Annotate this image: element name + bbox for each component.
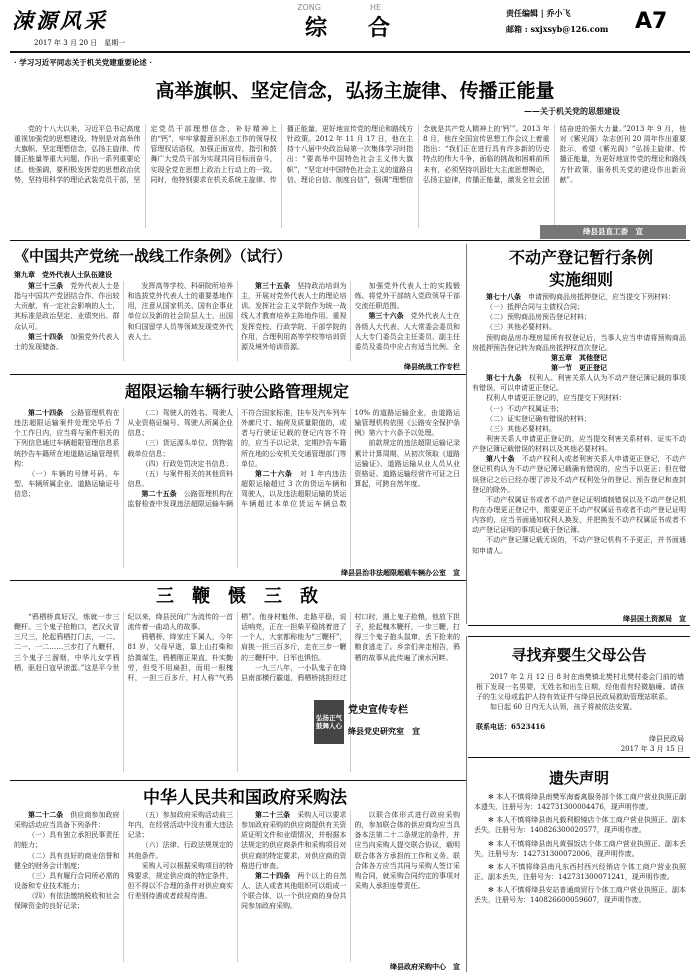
divider-1 (10, 240, 690, 241)
paragraph: 第二十二条 供应商参加政府采购活动应当具备下列条件： (14, 810, 120, 830)
paragraph: （四）行政处罚决定书信息； (141, 459, 233, 468)
paragraph: 不动产登记簿记载无误的，不动产登记机构不予更正，并书面通知申请人。 (472, 536, 686, 555)
divider-4 (10, 780, 466, 781)
lost-title: 遗失声明 (548, 769, 609, 787)
paragraph: （一）车辆的号牌号码、车型、车辆所属企业、道路运输证号信息； (14, 469, 120, 499)
paragraph: 第二十五条 公路管理机构在监督检查中发现违法超限运输车辆不符合国家标准，挂车及汽车列车外廓尺寸、轴荷及质量限值的，或者与行驶证记载的登记内容不符的，应当予以记录，定期抄告车籍所在地的公安机关交通管理部门等单位。 (127, 409, 347, 509)
overload-signature: 绛县县治非法超限超载车辆办公室 宣 (341, 568, 460, 577)
paragraph: （二）具有良好的商业信誉和健全的财务会计制度； (14, 851, 120, 870)
three-whips-column-label: 党史宣传专栏 (348, 705, 408, 716)
paragraph: 第三十六条 党外代表人士在各级人大代表、人大常委会委员和人大专门委员会主任委员、副主任委员及委员中应占有适当比例。全 (354, 311, 460, 351)
paragraph: 如日起 60 日内无人认领，孩子将被依法安置。 (490, 703, 637, 712)
paragraph: （三）其他必要材料。 (486, 424, 556, 433)
paragraph: 第二十四条 公路管理机构在违法超限运输案件处理完毕后 7 个工作日内，应当将与案件相关的下列信息通过车辆超限管理信息系统抄告车籍所在地道路运输管理机构： (14, 408, 120, 468)
paragraph: （五）与案件相关的其他资料信息。 (127, 469, 233, 488)
paragraph: （二）证实登记确有错误的材料； (486, 414, 591, 423)
paragraph: （五）参加政府采购活动前三年内，在经营活动中没有重大违法记录； (127, 811, 233, 840)
paragraph: 采购人可以根据采购项目的特殊要求，规定供应商的特定条件，但不得以不合理的条件对供应商实行差别待遇或者歧视待遇。 (127, 861, 233, 901)
abandoned-date: 2017 年 3 月 15 日 (620, 745, 684, 753)
overload-body (14, 408, 460, 568)
lead-signature: 绛县县直工委 宣 (540, 225, 686, 239)
three-whips-title: 三 鞭 慑 三 敌 (156, 586, 318, 607)
abandoned-signature: 绛县民政局 (649, 735, 684, 743)
paragraph: （二）驾驶人的姓名、驾驶人从业资格证编号、驾驶人所属企业信息； (127, 409, 233, 438)
paragraph: “鸦栖桥真好汉，炼就一步三鞭杆。三个鬼子抢粮口，老汉火冒三尺三，抡起鸦栖打门去，一二、二一、一二……三步打了九鞭杆，三个鬼子三溜烟，中华儿女学鸦栖，驱赶日寇早滚蛋。”这是平今世纪以来，绛县民间广为流传的一首流传着一曲动人的故事。 (14, 613, 233, 672)
page-number: A7 (635, 9, 668, 34)
paragraph: 发挥高等学校、科研院所培养和选拔党外代表人士的重要基地作用，注意从国家机关、国有企事业单位以及新的社会阶层人士、出国和归国留学人员等领域发现党外代表人士。 (127, 282, 233, 341)
paragraph: （三）具有履行合同所必需的设备和专业技术能力； (14, 871, 120, 890)
lead-title: 高举旗帜、坚定信念，弘扬主旋律、传播正能量 (155, 80, 555, 102)
masthead-logo: 涑源风采 (12, 8, 108, 33)
paragraph: （六）法律、行政法规规定的其他条件。 (127, 841, 233, 860)
paragraph: 利害关系人申请更正登记的，应当提交利害关系材料、证实不动产登记簿记载错误的材料以及其他必要材料。 (472, 434, 686, 454)
paragraph: 第二十四条 两个以上的自然人、法人或者其他组织可以组成一个联合体，以一个供应商的身份共同参加政府采购。 (241, 870, 347, 911)
real-estate-signature: 绛县国土资源局 宣 (623, 614, 686, 623)
real-estate-title-1: 不动产登记暂行条例 (508, 248, 653, 267)
paragraph: 鸦栖桥，绛家庄下属人，今年 81 岁，父母早逝，靠上山打柴和拾粪谋生，鸦栖刚正果直，朴实勤劳，但受不用扁担，而用一根槐杆，一担三百多斤，村人称“气鸦栖”。他身材魁伟、走路平稳，说话响亮，正在一担柴平稳挑着进了一个人，大家都称他为“三鞭杆”，肩挑一担三百多斤，走在三步一鞭的三鞭杆中，日军也惧怕。 (127, 613, 347, 682)
paragraph: 预购商品房办理房屋所有权登记后，当事人应当申请将预购商品房抵押预告登记转为商品房抵押权首次登记。 (472, 333, 686, 352)
paragraph: （四）有依法缴纳税收和社会保障资金的良好记录； (14, 892, 120, 911)
paragraph: 以联合体形式进行政府采购的，参加联合体的供应商均应当具备本法第二十二条规定的条件，并应当向采购人提交联合协议，载明联合体各方承担的工作和义务。联合体各方应当共同与采购人签订采购合同，就采购合同约定的事项对采购人承担连带责任。 (354, 811, 460, 890)
lost-item: ✻ 本人不慎将绛县南凡毅利眼镜店个体工商户营业执照正、副本丢失，注册号为：140826300020577，现声明作废。 (474, 816, 686, 835)
three-whips-signature: 绛县党史研究室 宣 (348, 726, 420, 736)
email-line: 邮箱 : sxjxsyb@126.com (506, 24, 609, 34)
section-char-left: 综 (305, 15, 328, 41)
paragraph: （一）不动产权属证书； (486, 404, 563, 413)
real-estate-title-2: 实施细则 (548, 270, 613, 289)
paragraph: 第二十三条 采购人可以要求参加政府采购的供应商提供有关资质证明文件和业绩情况，并根据本法规定的供应商条件和采购项目对供应商的特定要求，对供应商的资格进行审查。 (241, 810, 347, 870)
paragraph: 第三十五条 坚持政治培训为主，开展对党外代表人士的理论培训。发挥社会主义学院作为统一战线人才教育培养主阵地作用。重视发挥党校、行政学院、干部学院的作用，合理利用高等学校等培训资源及境外培训资源。 (241, 281, 347, 351)
paragraph: 第三十四条 加强党外代表人士的发现储备。 (14, 331, 120, 351)
abandoned-body (476, 672, 684, 722)
abandoned-contact: 联系电话：6523416 (476, 722, 546, 731)
pinyin-right: HE (370, 3, 382, 12)
paragraph: （一）具有独立承担民事责任的能力； (14, 831, 120, 850)
united-front-body (14, 281, 460, 361)
column-label: · 学习习近平同志关于机关党建重要论述 · (14, 58, 152, 67)
divider-2 (10, 374, 466, 375)
paragraph: （二）预购商品房预告登记材料； (486, 313, 591, 322)
real-estate-body (472, 292, 686, 614)
pinyin-left: ZONG (297, 3, 321, 12)
column-divider (466, 244, 467, 624)
divider-right-2 (468, 757, 690, 758)
paragraph: （三）其他必要材料。 (486, 323, 556, 332)
section-char-right: 合 (368, 15, 391, 41)
issue-date: 2017 年 3 月 20 日 星期一 (34, 39, 126, 47)
united-front-chapter: 第九章 党外代表人士队伍建设 (14, 270, 112, 279)
procurement-title: 中华人民共和国政府采购法 (143, 788, 347, 808)
paragraph: 第八十条 不动产权利人或者利害关系人申请更正登记，不动产登记机构认为不动产登记簿记载确有错误的，应当予以更正；但在错误登记之后已经办理了涉及不动产权利处分的登记、预告登记和查封登记的除外。 (472, 454, 686, 494)
lead-subtitle: ——关于机关党的思想建设 (524, 106, 620, 116)
paragraph: 加强党外代表人士的实践锻炼。将党外干部纳入党政领导干部交流任职范围。 (354, 282, 460, 311)
paragraph: 2017 年 2 月 12 日 8 时在南樊镇北樊村北樊村委会门前的墙根下发现一名男婴，无姓名和出生日期，经他看有轻微脑瘫。请孩子的生父母或监护人持有效证件与绛县民政局救助管理站联系。 (476, 673, 684, 702)
divider-right-1 (468, 625, 690, 626)
united-front-signature: 绛县统战工作专栏 (404, 362, 460, 371)
column-divider-lower (466, 636, 467, 972)
divider-3 (10, 580, 466, 581)
lost-item: ✻ 本人不慎将绛县南樊军海畜禽服务部个体工商户营业执照正副本遗失，注册号为：142731300004476，现声明作废。 (474, 793, 686, 812)
paragraph: 一九三八年，一小队鬼子在绛县南部横行霸道，鸦栖桥挑担经过村口时，遇上鬼子抢粮，他放下担子，抡起槐木鞭杆，一步三鞭，打得三个鬼子抱头鼠窜，丢下抢来的粮食逃走了。乡亲们奔走相告，鸦栖的故事从此传遍了涑水河畔。 (241, 613, 460, 682)
paragraph: 第三十三条 党外代表人士是指与中国共产党团结合作、作出较大贡献、有一定社会影响的人士，其标准是政治坚定、业绩突出、群众认可。 (14, 281, 120, 331)
paragraph: （一）抵押合同与主债权合同； (486, 303, 584, 312)
overload-title: 超限运输车辆行驶公路管理规定 (124, 382, 349, 401)
paragraph: 第七十八条 申请预购商品房抵押登记，应当提交下列材料： (486, 292, 675, 301)
paragraph: （三）货运源头单位、货物装载单位信息； (127, 439, 233, 458)
masthead-rule (10, 51, 690, 53)
procurement-body (14, 810, 460, 962)
notice-rule (468, 636, 690, 637)
paragraph: 不动产权属证书或者不动产登记证明填制错误以及不动产登记机构在办理更正登记中，需要更正不动产权属证书或者不动产登记证明内容的，应当书面通知权利人换发，并把换发不动产权属证书或者不动产登记证明的事项记载于登记簿。 (472, 495, 686, 535)
paragraph: 第二十六条 对 1 年内违法超限运输超过 3 次的货运车辆和驾驶人，以及违法超限运输的货运车辆超过本单位货运车辆总数 10% 的道路运输企业，由道路运输管理机构依照《公路安全保护条例》第六十六条予以处理。 (241, 409, 460, 509)
paragraph: 权利人申请更正登记的，应当提交下列材料： (486, 394, 626, 403)
procurement-signature: 绛县政府采购中心 宣 (390, 962, 460, 971)
lost-item: ✻ 本人不慎将绛县南凡黄强饭店个体工商户营业执照正、副本丢失，注册号为：142731300072006，现声明作废。 (474, 839, 686, 858)
lost-list (474, 792, 686, 972)
united-front-title: 《中国共产党统一战线工作条例》（试行） (14, 247, 292, 265)
paragraph: 第五章 其他登记 (551, 352, 607, 362)
lead-body: 党的十八大以来，习近平总书记高度重视加强党的思想建设，特别是对高举伟大旗帜、坚定理想信念，弘扬主旋律、传播正能量等重大问题，作出一系列重要论述。他强调，要积极发挥党的思想政治优势，坚持用科学的理论武装党员干部，坚定党员干部理想信念，补好精神上的“钙”，牢牢掌握意识形态工作的领导权管理权话语权，加强正面宣传，指引和鼓舞广大党员干部为实现共同目标而奋斗，实现全党在思想上政治上行动上的一致。同时，他特别要求在机关系统主旋律、传播正能量，更好地宣传党的理论和路线方针政策。2012 年 11 月 17 日，他在主持十八届中央政治局第一次集体学习时指出：“要高举中国特色社会主义伟大旗帜”，“坚定对中国特色社会主义的道路自信、理论自信、制度自信”，强调“理想信念就是共产党人精神上的‘钙’”。2013 年 8 月，他在全国宣传思想工作会议上着重指出：“我们正在进行具有许多新的历史特点的伟大斗争，面临的挑战和困难前所未有，必须坚持巩固壮大主流思想舆论，弘扬主旋律，传播正能量，激发全社会团结奋进的强大力量。”2013 年 9 月，他对《紫光阁》杂志创刊 20 周年作出重要批示，希望《紫光阁》“弘扬主旋律、传播正能量，为更好地宣传党的理论和路线方针政策、服务机关党的建设作出新贡献”。 (14, 125, 686, 184)
three-whips-body (14, 612, 460, 772)
three-whips-stamp: 弘扬正气 鼓舞人心 (314, 700, 344, 744)
lost-item: ✻ 本人不慎将绛县南凡东西村西兴经销店个体工商户营业执照正、副本丢失，注册号为：142731300071241，现声明作废。 (474, 862, 686, 881)
paragraph: 第一节 更正登记 (551, 362, 607, 372)
lost-item: ✻ 本人不慎将绛县安站普通商贸行个体工商户营业执照正、副本丢失，注册号为：140826600059607，现声明作废。 (474, 886, 686, 905)
editor-line: 责任编辑 | 乔小飞 (506, 8, 571, 18)
paragraph: 第七十九条 权利人、利害关系人认为不动产登记簿记载的事项有错误，可以申请更正登记。 (472, 373, 686, 393)
abandoned-title: 寻找弃婴生父母公告 (511, 646, 647, 664)
paragraph: 前款规定的违法超限运输记录累计计算周期，从初次领取《道路运输证》、道路运输从业人员从业资格证、道路运输经营许可证之日算起，可跨自然年度。 (354, 439, 460, 488)
